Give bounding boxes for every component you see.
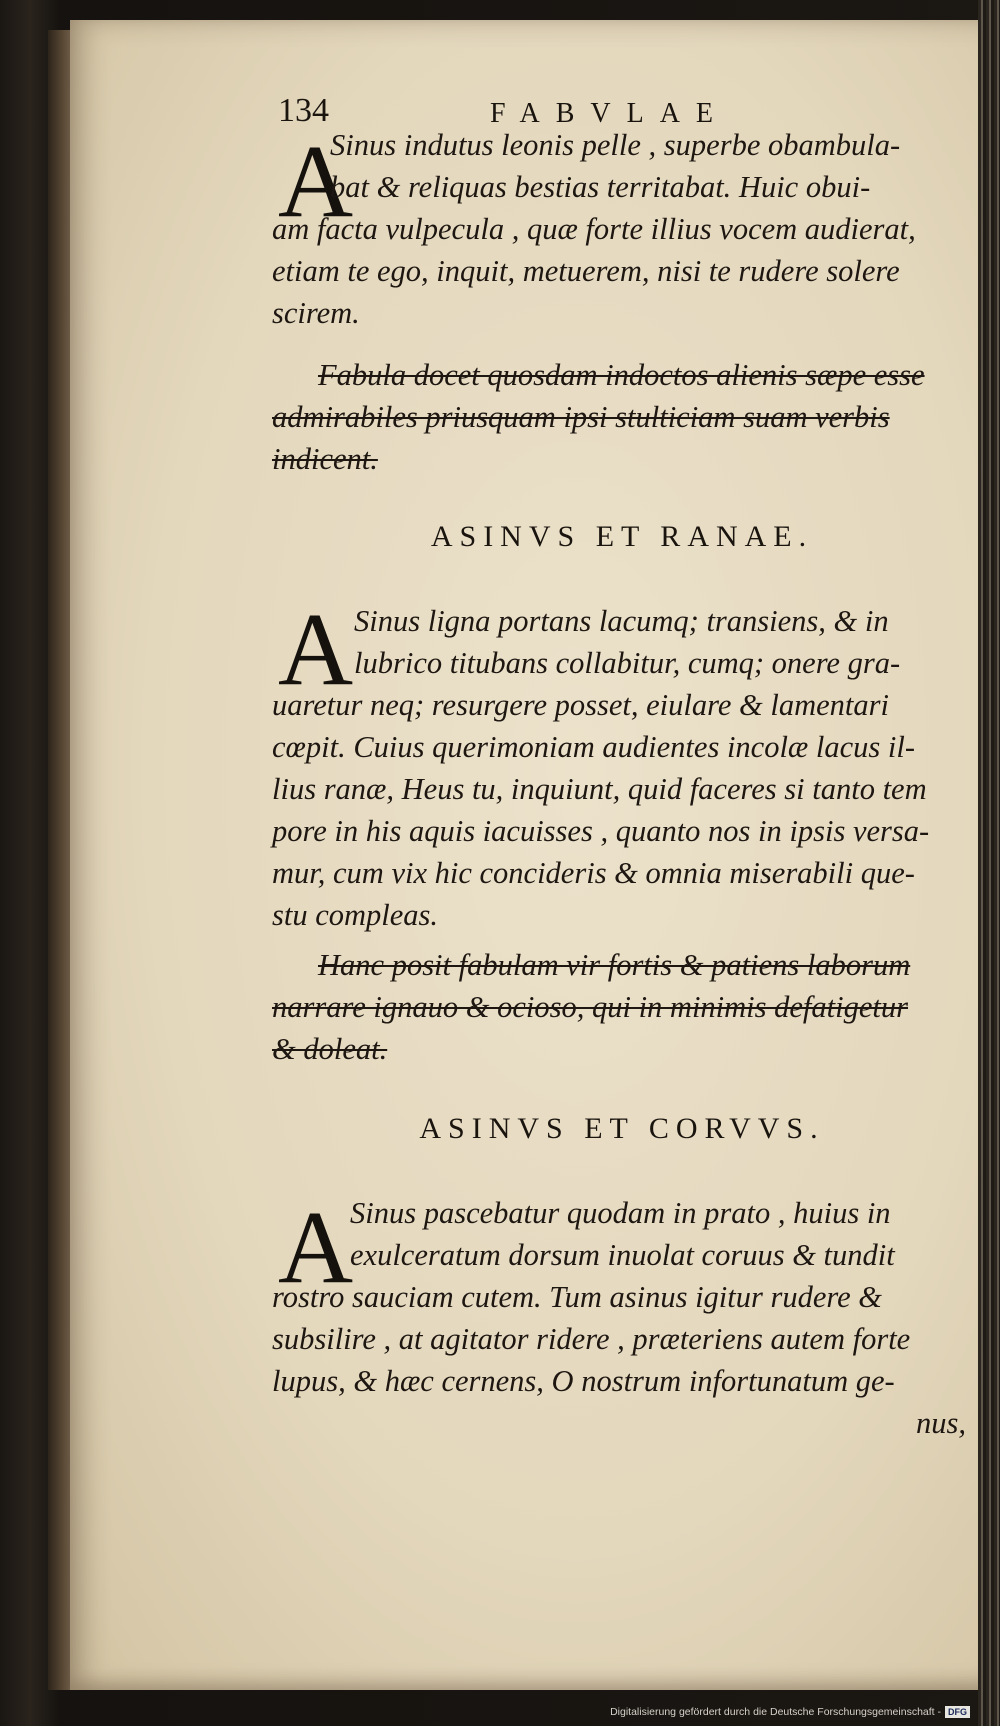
fable1-text: [272, 124, 972, 334]
fable3-text: [272, 1192, 972, 1444]
fable3-title: ASINVS ET CORVVS.: [419, 1112, 825, 1145]
dfg-logo: DFG: [945, 1706, 970, 1718]
fable2-moral: [272, 944, 972, 1070]
fable1-moral: [272, 354, 972, 480]
text-line: bat & reliquas bestias territabat. Huic obui-: [330, 170, 871, 204]
text-line: Sinus indutus leonis pelle , superbe obambula-: [330, 128, 901, 162]
text-line: admirabiles priusquam ipsi stulticiam suam verbis: [272, 400, 890, 434]
text-line: uaretur neq; resurgere posset, eiulare & lamentari: [272, 688, 889, 722]
text-line: lius ranæ, Heus tu, inquiunt, quid faceres si tanto tem: [272, 772, 927, 806]
drop-cap: A: [278, 1190, 354, 1305]
drop-cap: A: [278, 592, 354, 707]
page-number: 134: [278, 92, 329, 129]
text-line: etiam te ego, inquit, metuerem, nisi te rudere solere: [272, 254, 900, 288]
text-line: lupus, & hæc cernens, O nostrum infortunatum ge-: [272, 1364, 895, 1398]
text-line: mur, cum vix hic concideris & omnia miserabili que-: [272, 856, 915, 890]
text-line: am facta vulpecula , quæ forte illius vocem audierat,: [272, 212, 916, 246]
text-line: Fabula docet quosdam indoctos alienis sæpe esse: [318, 358, 925, 392]
text-line: & doleat.: [272, 1032, 388, 1066]
text-line: narrare ignauo & ocioso, qui in minimis defatigetur: [272, 990, 908, 1024]
text-line: exulceratum dorsum inuolat coruus & tundit: [350, 1238, 895, 1272]
text-line: cœpit. Cuius querimoniam audientes incolæ lacus il-: [272, 730, 916, 764]
catchword: nus,: [916, 1406, 966, 1440]
text-line: indicent.: [272, 442, 378, 476]
text-line: Hanc posit fabulam vir fortis & patiens laborum: [318, 948, 911, 982]
text-line: rostro sauciam cutem. Tum asinus igitur rudere &: [272, 1280, 883, 1314]
credit-text: Digitalisierung gefördert durch die Deutsche Forschungsgemeinschaft -: [610, 1706, 941, 1718]
text-line: Sinus pascebatur quodam in prato , huius in: [350, 1196, 891, 1230]
text-line: subsilire , at agitator ridere , præteriens autem forte: [272, 1322, 911, 1356]
running-title: FABVLAE: [490, 98, 730, 129]
text-line: pore in his aquis iacuisses , quanto nos in ipsis versa-: [272, 814, 930, 848]
fable2-title: ASINVS ET RANAE.: [430, 520, 814, 553]
drop-cap: A: [278, 124, 354, 239]
text-line: lubrico titubans collabitur, cumq; onere gra-: [354, 646, 901, 680]
digitization-credit: [610, 1706, 970, 1718]
text-line: Sinus ligna portans lacumq; transiens, & in: [354, 604, 889, 638]
text-line: scirem.: [272, 296, 360, 330]
text-line: stu compleas.: [272, 898, 439, 932]
page-edge-stack: [978, 0, 1000, 1726]
fable2-text: [272, 592, 972, 936]
